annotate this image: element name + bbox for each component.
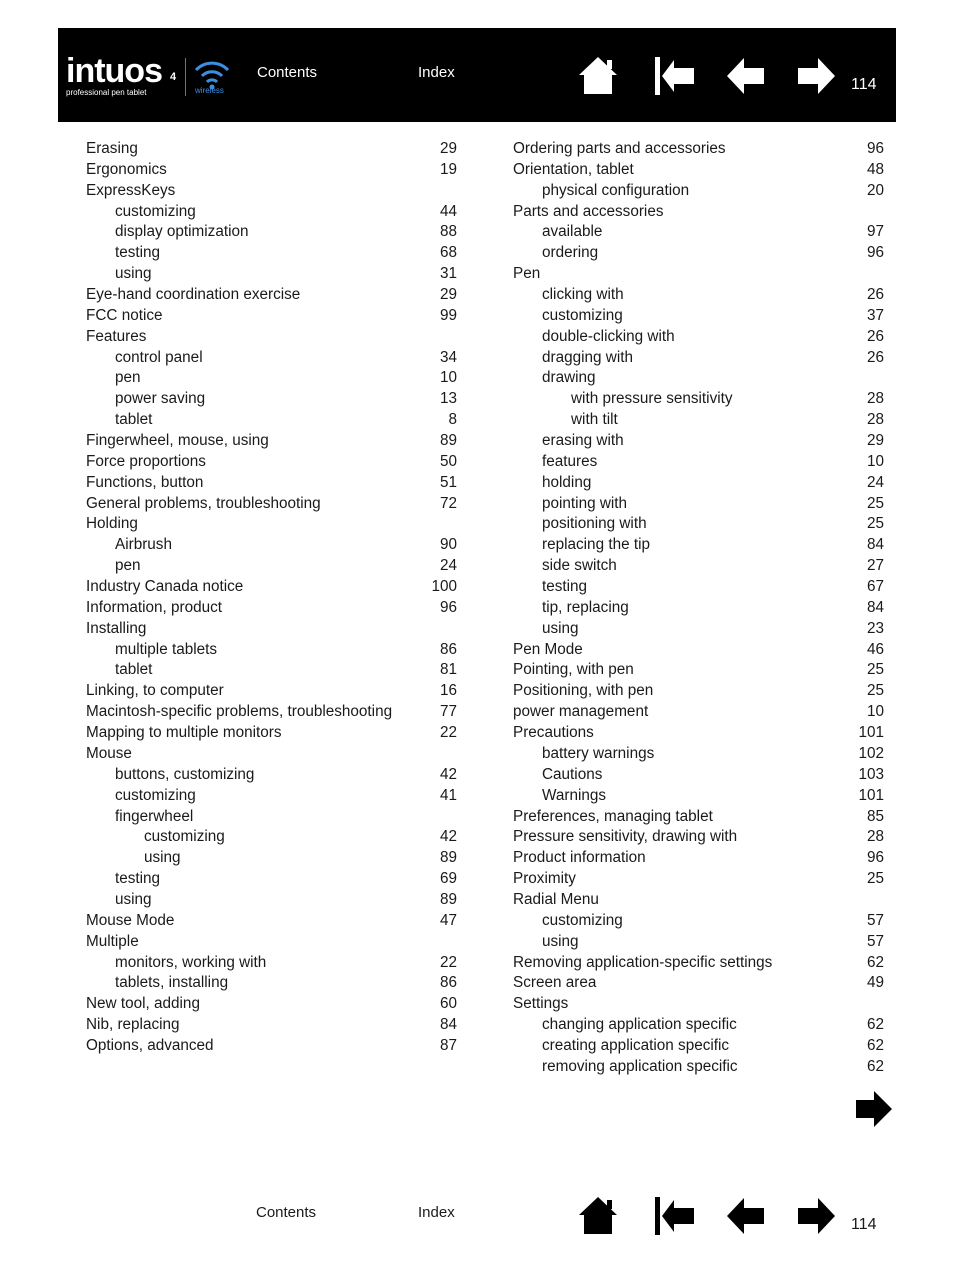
- index-entry: [513, 994, 884, 1015]
- index-page-link[interactable]: 29: [866, 432, 884, 450]
- index-term: customizing: [144, 828, 225, 846]
- index-term: Airbrush: [115, 536, 172, 554]
- index-entry[interactable]: [86, 139, 457, 160]
- index-entry: [513, 264, 884, 285]
- index-page-link[interactable]: 26: [866, 327, 884, 345]
- index-term: Warnings: [542, 786, 607, 804]
- index-entry[interactable]: [86, 535, 457, 556]
- index-term: display optimization: [115, 223, 249, 241]
- index-entry[interactable]: [513, 1057, 884, 1078]
- index-term: monitors, working with: [115, 953, 267, 971]
- index-entry[interactable]: [86, 473, 457, 494]
- index-term: tablet: [115, 661, 153, 679]
- index-term: Multiple: [86, 932, 139, 950]
- index-page-link[interactable]: 101: [858, 786, 884, 804]
- index-entry[interactable]: [86, 660, 457, 681]
- index-entry[interactable]: [86, 723, 457, 744]
- index-entry[interactable]: [513, 932, 884, 953]
- index-term: tablets, installing: [115, 974, 229, 992]
- index-page-link[interactable]: 26: [866, 286, 884, 304]
- index-entry[interactable]: [513, 473, 884, 494]
- index-page-link[interactable]: 27: [866, 557, 884, 575]
- index-entry[interactable]: [86, 222, 457, 243]
- index-term: Proximity: [513, 870, 576, 888]
- index-page-link[interactable]: 86: [439, 640, 457, 658]
- index-term: clicking with: [542, 286, 624, 304]
- index-entry: [86, 619, 457, 640]
- index-page-link[interactable]: 89: [439, 890, 457, 908]
- index-entry[interactable]: [513, 306, 884, 327]
- index-entry[interactable]: [513, 807, 884, 828]
- index-term: battery warnings: [542, 744, 655, 762]
- index-term: Mapping to multiple monitors: [86, 724, 282, 742]
- logo-divider: [185, 58, 186, 96]
- index-page-link[interactable]: 13: [439, 390, 457, 408]
- index-entry[interactable]: [86, 1015, 457, 1036]
- index-term: Mouse: [86, 744, 132, 762]
- index-term: multiple tablets: [115, 640, 218, 658]
- index-entry[interactable]: [513, 285, 884, 306]
- index-term: using: [115, 890, 152, 908]
- index-page-link[interactable]: 84: [439, 1016, 457, 1034]
- index-term: with pressure sensitivity: [571, 390, 733, 408]
- footer-first-page-icon[interactable]: [652, 1194, 696, 1238]
- index-entry[interactable]: [513, 953, 884, 974]
- index-page-link[interactable]: 24: [866, 473, 884, 491]
- index-entry[interactable]: [513, 139, 884, 160]
- index-term: buttons, customizing: [115, 765, 255, 783]
- index-term: customizing: [542, 306, 623, 324]
- index-term: Mouse Mode: [86, 911, 175, 929]
- index-term: changing application specific: [542, 1016, 737, 1034]
- index-entry[interactable]: [86, 348, 457, 369]
- index-page-link[interactable]: 10: [866, 452, 884, 470]
- previous-page-icon[interactable]: [724, 54, 768, 98]
- index-entry[interactable]: [86, 452, 457, 473]
- index-page-link[interactable]: 102: [858, 744, 884, 762]
- index-term: Information, product: [86, 598, 223, 616]
- index-entry: [86, 744, 457, 765]
- index-entry[interactable]: [86, 431, 457, 452]
- index-term: Installing: [86, 619, 147, 637]
- index-term: drawing: [542, 369, 596, 387]
- index-page-link[interactable]: 10: [866, 703, 884, 721]
- index-entry[interactable]: [86, 556, 457, 577]
- index-term: Erasing: [86, 140, 138, 157]
- index-entry[interactable]: [86, 869, 457, 890]
- index-entry[interactable]: [513, 911, 884, 932]
- index-page-link[interactable]: 67: [866, 578, 884, 596]
- index-page-link[interactable]: 84: [866, 536, 884, 554]
- index-term: double-clicking with: [542, 327, 675, 345]
- index-term: removing application specific: [542, 1057, 738, 1075]
- index-entry[interactable]: [513, 660, 884, 681]
- index-entry[interactable]: [513, 222, 884, 243]
- index-entry: [86, 514, 457, 535]
- index-entry: [86, 932, 457, 953]
- index-term: with tilt: [571, 411, 618, 429]
- index-entry[interactable]: [86, 264, 457, 285]
- index-term: Product information: [513, 849, 646, 867]
- index-entry[interactable]: [513, 827, 884, 848]
- header-bar: [58, 28, 896, 122]
- home-icon[interactable]: [576, 54, 620, 98]
- index-term: side switch: [542, 557, 617, 575]
- index-entry[interactable]: [513, 348, 884, 369]
- index-page-link[interactable]: 34: [439, 348, 457, 366]
- index-entry[interactable]: [513, 389, 884, 410]
- index-entry[interactable]: [513, 973, 884, 994]
- index-page-link[interactable]: 28: [866, 828, 884, 846]
- index-page-link[interactable]: 72: [439, 494, 457, 512]
- index-term: Ergonomics: [86, 160, 167, 178]
- index-page-link[interactable]: 48: [866, 160, 884, 178]
- page-number: 114: [851, 76, 877, 93]
- index-entry[interactable]: [86, 827, 457, 848]
- index-entry[interactable]: [513, 243, 884, 264]
- index-page-link[interactable]: 62: [866, 953, 884, 971]
- index-page-link[interactable]: 23: [866, 619, 884, 637]
- index-term: Settings: [513, 995, 569, 1013]
- index-term: Screen area: [513, 974, 597, 992]
- index-page-link[interactable]: 88: [439, 223, 457, 241]
- index-entry[interactable]: [513, 181, 884, 202]
- index-page-link[interactable]: 90: [439, 536, 457, 554]
- index-page-link[interactable]: 20: [866, 181, 884, 199]
- index-entry[interactable]: [513, 452, 884, 473]
- index-entry[interactable]: [86, 577, 457, 598]
- index-term: ordering: [542, 244, 599, 262]
- index-page-link[interactable]: 68: [439, 244, 457, 262]
- index-term: Precautions: [513, 724, 594, 742]
- index-entry[interactable]: [513, 1015, 884, 1036]
- index-page-link[interactable]: 37: [866, 306, 884, 324]
- index-entry[interactable]: [513, 744, 884, 765]
- index-page-link[interactable]: 69: [439, 870, 457, 888]
- first-page-icon[interactable]: [652, 54, 696, 98]
- index-page-link[interactable]: 8: [448, 411, 457, 429]
- index-page-link[interactable]: 96: [866, 140, 884, 157]
- index-page-link[interactable]: 86: [439, 974, 457, 992]
- index-page-link[interactable]: 25: [866, 870, 884, 888]
- index-entry[interactable]: [513, 577, 884, 598]
- footer-bar: [58, 1190, 896, 1250]
- index-page-link[interactable]: 19: [439, 160, 457, 178]
- index-entry[interactable]: [86, 389, 457, 410]
- index-term: Orientation, tablet: [513, 160, 634, 178]
- index-entry[interactable]: [86, 911, 457, 932]
- index-term: Cautions: [542, 765, 603, 783]
- index-entry: [513, 368, 884, 389]
- footer-previous-page-icon[interactable]: [724, 1194, 768, 1238]
- index-page-link[interactable]: 100: [431, 578, 457, 596]
- index-term: fingerwheel: [115, 807, 194, 825]
- index-column-right: [513, 139, 884, 1078]
- index-page-link[interactable]: 10: [439, 369, 457, 387]
- index-term: ExpressKeys: [86, 181, 176, 199]
- index-entry[interactable]: [86, 640, 457, 661]
- index-term: features: [542, 452, 598, 470]
- index-entry[interactable]: [86, 973, 457, 994]
- footer-page-number: 114: [851, 1216, 877, 1233]
- index-page-link[interactable]: 60: [439, 995, 457, 1013]
- index-page-link[interactable]: 87: [439, 1036, 457, 1054]
- index-entry[interactable]: [513, 848, 884, 869]
- index-term: customizing: [115, 202, 196, 220]
- index-page-link[interactable]: 22: [439, 724, 457, 742]
- index-term: customizing: [542, 911, 623, 929]
- index-entry[interactable]: [513, 494, 884, 515]
- index-page-link[interactable]: 89: [439, 849, 457, 867]
- index-page-link[interactable]: 29: [439, 286, 457, 304]
- index-entry: [513, 890, 884, 911]
- index-page-link[interactable]: 26: [866, 348, 884, 366]
- index-page-link[interactable]: 42: [439, 765, 457, 783]
- index-term: Removing application-specific settings: [513, 953, 773, 971]
- index-term: available: [542, 223, 603, 241]
- index-entry[interactable]: [513, 640, 884, 661]
- index-entry[interactable]: [86, 702, 457, 723]
- index-entry[interactable]: [513, 514, 884, 535]
- logo-tagline: professional pen tablet: [66, 88, 147, 97]
- index-term: Preferences, managing tablet: [513, 807, 713, 825]
- index-page-link[interactable]: 24: [439, 557, 457, 575]
- continue-next-page-icon[interactable]: [852, 1088, 894, 1130]
- index-entry[interactable]: [513, 431, 884, 452]
- index-entry[interactable]: [86, 994, 457, 1015]
- index-entry[interactable]: [86, 890, 457, 911]
- index-entry: [86, 181, 457, 202]
- index-term: Fingerwheel, mouse, using: [86, 432, 269, 450]
- index-entry[interactable]: [86, 202, 457, 223]
- index-page-link[interactable]: 96: [866, 849, 884, 867]
- index-term: using: [115, 265, 152, 283]
- index-entry[interactable]: [513, 702, 884, 723]
- index-term: Pressure sensitivity, drawing with: [513, 828, 738, 846]
- index-page-link[interactable]: 28: [866, 390, 884, 408]
- index-entry[interactable]: [86, 285, 457, 306]
- next-page-icon[interactable]: [794, 54, 838, 98]
- index-term: tablet: [115, 411, 153, 429]
- index-term: holding: [542, 473, 592, 491]
- index-term: creating application specific: [542, 1036, 730, 1054]
- index-page-link[interactable]: 25: [866, 515, 884, 533]
- index-page-link[interactable]: 51: [439, 473, 457, 491]
- wireless-label: wireless: [195, 86, 224, 95]
- index-column-left: [86, 139, 457, 1057]
- index-term: Pen Mode: [513, 640, 583, 658]
- index-page-link[interactable]: 28: [866, 411, 884, 429]
- index-term: testing: [115, 244, 161, 262]
- index-term: pen: [115, 557, 141, 575]
- index-page-link[interactable]: 62: [866, 1036, 884, 1054]
- index-term: physical configuration: [542, 181, 690, 199]
- index-page-link[interactable]: 62: [866, 1016, 884, 1034]
- index-entry[interactable]: [513, 619, 884, 640]
- index-page-link[interactable]: 99: [439, 306, 457, 324]
- index-entry[interactable]: [86, 368, 457, 389]
- index-entry[interactable]: [513, 765, 884, 786]
- index-term: testing: [115, 870, 161, 888]
- index-term: Radial Menu: [513, 890, 599, 908]
- index-page-link[interactable]: 84: [866, 598, 884, 616]
- index-term: control panel: [115, 348, 203, 366]
- index-entry[interactable]: [86, 410, 457, 431]
- index-term: Macintosh-specific problems, troubleshooting: [86, 703, 393, 721]
- index-page-link[interactable]: 22: [439, 953, 457, 971]
- index-term: Industry Canada notice: [86, 578, 244, 596]
- logo-version: 4: [170, 71, 177, 83]
- footer-home-icon[interactable]: [576, 1194, 620, 1238]
- index-entry[interactable]: [86, 786, 457, 807]
- index-entry[interactable]: [86, 306, 457, 327]
- index-entry[interactable]: [86, 1036, 457, 1057]
- index-entry: [86, 327, 457, 348]
- index-term: Force proportions: [86, 452, 206, 470]
- index-page-link[interactable]: 47: [439, 911, 457, 929]
- index-term: dragging with: [542, 348, 633, 366]
- index-page-link[interactable]: 62: [866, 1057, 884, 1075]
- index-term: pen: [115, 369, 141, 387]
- index-term: Functions, button: [86, 473, 204, 491]
- index-page-link[interactable]: 85: [866, 807, 884, 825]
- index-page-link[interactable]: 49: [866, 974, 884, 992]
- index-term: pointing with: [542, 494, 628, 512]
- index-page-link[interactable]: 57: [866, 911, 884, 929]
- index-page-link[interactable]: 46: [866, 640, 884, 658]
- index-page-link[interactable]: 16: [439, 682, 457, 700]
- footer-contents-link[interactable]: Contents: [256, 1204, 317, 1221]
- index-term: customizing: [115, 786, 196, 804]
- index-term: Holding: [86, 515, 138, 533]
- index-entry[interactable]: [513, 1036, 884, 1057]
- index-page-link[interactable]: 77: [439, 703, 457, 721]
- index-term: using: [542, 619, 579, 637]
- index-term: erasing with: [542, 432, 624, 450]
- index-page-link[interactable]: 25: [866, 682, 884, 700]
- index-entry[interactable]: [513, 535, 884, 556]
- index-entry[interactable]: [513, 681, 884, 702]
- index-page-link[interactable]: 96: [866, 244, 884, 262]
- index-entry[interactable]: [86, 765, 457, 786]
- index-entry[interactable]: [86, 598, 457, 619]
- index-page-link[interactable]: 29: [439, 140, 457, 157]
- index-term: power saving: [115, 390, 206, 408]
- index-term: Linking, to computer: [86, 682, 224, 700]
- index-page-link[interactable]: 31: [439, 265, 457, 283]
- index-page-link[interactable]: 81: [439, 661, 457, 679]
- footer-index-link[interactable]: Index: [418, 1204, 455, 1221]
- index-entry: [513, 202, 884, 223]
- index-page-link[interactable]: 44: [439, 202, 457, 220]
- index-entry[interactable]: [513, 410, 884, 431]
- index-term: Nib, replacing: [86, 1016, 180, 1034]
- index-entry[interactable]: [513, 598, 884, 619]
- index-entry[interactable]: [513, 327, 884, 348]
- index-entry[interactable]: [86, 848, 457, 869]
- index-term: Pen: [513, 265, 541, 283]
- index-entry[interactable]: [513, 723, 884, 744]
- index-term: replacing the tip: [542, 536, 650, 554]
- index-page-link[interactable]: 89: [439, 432, 457, 450]
- index-entry[interactable]: [513, 160, 884, 181]
- index-entry[interactable]: [86, 160, 457, 181]
- index-entry[interactable]: [513, 556, 884, 577]
- index-term: Options, advanced: [86, 1036, 214, 1054]
- index-page-link[interactable]: 96: [439, 598, 457, 616]
- index-term: testing: [542, 578, 588, 596]
- footer-next-page-icon[interactable]: [794, 1194, 838, 1238]
- index-entry[interactable]: [86, 494, 457, 515]
- index-term: tip, replacing: [542, 598, 629, 616]
- index-page-link[interactable]: 41: [439, 786, 457, 804]
- index-page-link[interactable]: 25: [866, 494, 884, 512]
- index-entry[interactable]: [86, 681, 457, 702]
- index-term: Positioning, with pen: [513, 682, 654, 700]
- index-term: New tool, adding: [86, 995, 200, 1013]
- index-term: Features: [86, 327, 147, 345]
- index-page-link[interactable]: 103: [858, 765, 884, 783]
- index-page-link[interactable]: 57: [866, 932, 884, 950]
- index-entry: [86, 807, 457, 828]
- index-term: Eye-hand coordination exercise: [86, 286, 301, 304]
- index-page-link[interactable]: 97: [866, 223, 884, 241]
- index-term: FCC notice: [86, 306, 163, 324]
- index-page-link[interactable]: 50: [439, 452, 457, 470]
- index-entry[interactable]: [513, 786, 884, 807]
- index-term: positioning with: [542, 515, 647, 533]
- intuos-logo: [66, 54, 184, 98]
- index-page-link[interactable]: 42: [439, 828, 457, 846]
- index-entry[interactable]: [86, 243, 457, 264]
- index-term: Ordering parts and accessories: [513, 140, 726, 157]
- index-page-link[interactable]: 25: [866, 661, 884, 679]
- contents-link[interactable]: Contents: [257, 64, 318, 81]
- index-entry[interactable]: [86, 953, 457, 974]
- index-term: using: [144, 849, 181, 867]
- index-term: power management: [513, 703, 649, 721]
- index-link[interactable]: Index: [418, 64, 455, 81]
- logo-brand: intuos: [66, 52, 162, 90]
- index-term: General problems, troubleshooting: [86, 494, 321, 512]
- index-entry[interactable]: [513, 869, 884, 890]
- index-page-link[interactable]: 101: [858, 724, 884, 742]
- index-term: using: [542, 932, 579, 950]
- index-term: Pointing, with pen: [513, 661, 634, 679]
- index-term: Parts and accessories: [513, 202, 664, 220]
